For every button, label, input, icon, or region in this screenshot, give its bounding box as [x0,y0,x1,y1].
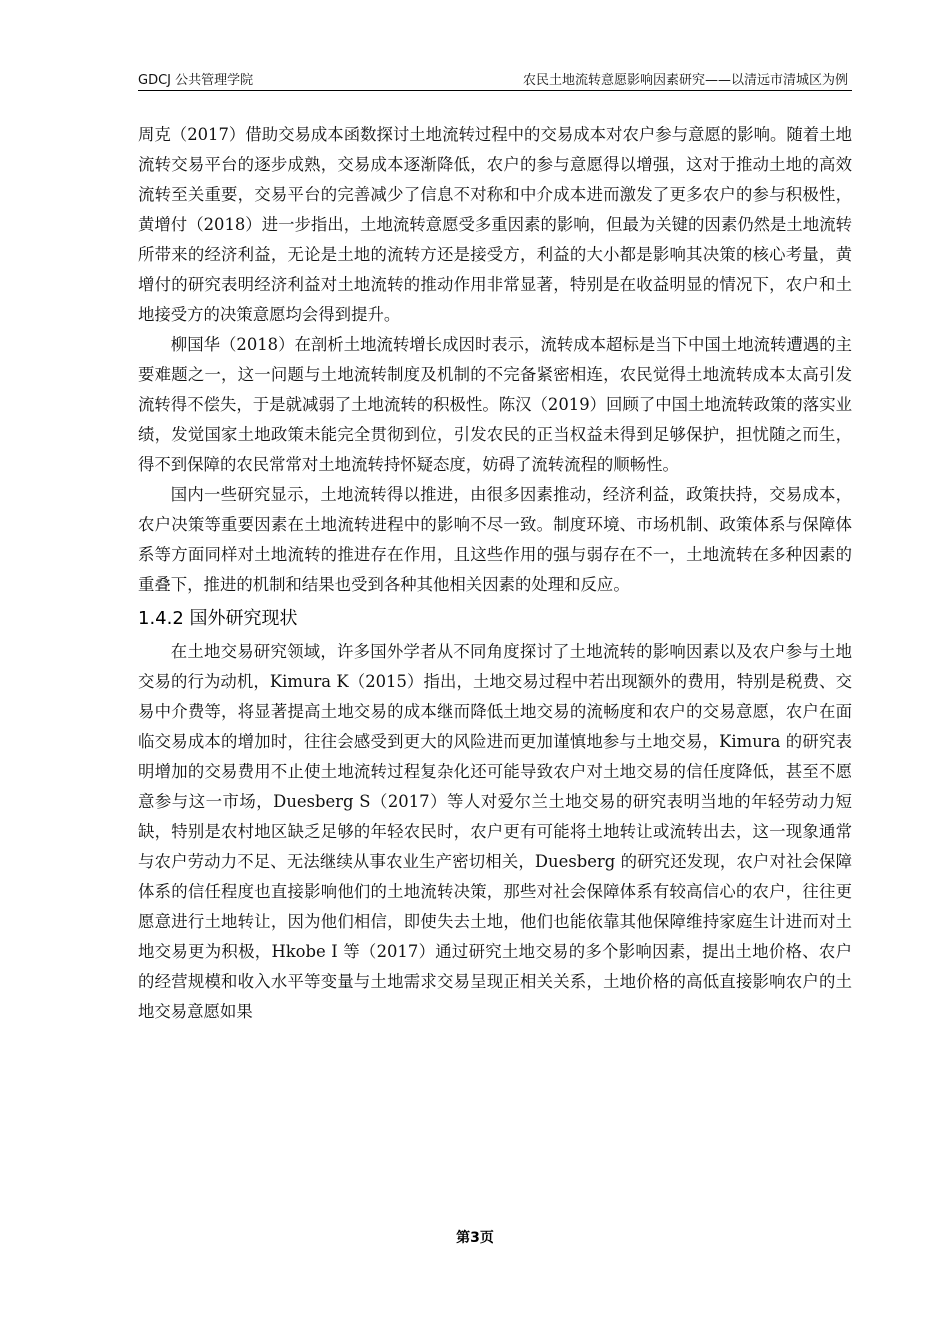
section-paragraph: 在土地交易研究领域，许多国外学者从不同角度探讨了土地流转的影响因素以及农户参与土地交易的行为动机，Kimura K（2015）指出，土地交易过程中若出现额外的费用，特别是税费、交易中介费等，将显著提高土地交易的成本继而降低土地交易的流畅度和农户的交易意愿，农户在面临交易成本的增加时，往往会感受到更大的风险进而更加谨慎地参与土地交易，Kimura 的研究表明增加的交易费用不止使土地流转过程复杂化还可能导致农户对土地交易的信任度降低，甚至不愿意参与这一市场，Duesberg S（2017）等人对爱尔兰土地交易的研究表明当地的年轻劳动力短缺，特别是农村地区缺乏足够的年轻农民时，农户更有可能将土地转让或流转出去，这一现象通常与农户劳动力不足、无法继续从事农业生产密切相关，Duesberg 的研究还发现，农户对社会保障体系的信任程度也直接影响他们的土地流转决策，那些对社会保障体系有较高信心的农户，往往更愿意进行土地转让，因为他们相信，即使失去土地，他们也能依靠其他保障维持家庭生计进而对土地交易更为积极，Hkobe I 等（2017）通过研究土地交易的多个影响因素，提出土地价格、农户的经营规模和收入水平等变量与土地需求交易呈现正相关关系，土地价格的高低直接影响农户的土地交易意愿如果 [138,642,852,1021]
header-school-name: GDCJ 公共管理学院 [138,73,254,88]
page-number: 第3页 [456,1230,494,1246]
body-paragraph-3: 国内一些研究显示，土地流转得以推进，由很多因素推动，经济利益，政策扶持，交易成本，农户决策等重要因素在土地流转进程中的影响不尽一致。制度环境、市场机制、政策体系与保障体系等方面同样对土地流转的推进存在作用，且这些作用的强与弱存在不一，土地流转在多种因素的重叠下，推进的机制和结果也受到各种其他相关因素的处理和反应。 [138,485,852,594]
header-thesis-title: 农民土地流转意愿影响因素研究——以清远市清城区为例 [522,73,848,88]
body-text [138,120,852,1027]
body-paragraph-2: 柳国华（2018）在剖析土地流转增长成因时表示，流转成本超标是当下中国土地流转遭遇的主要难题之一，这一问题与土地流转制度及机制的不完备紧密相连，农民觉得土地流转成本太高引发流转得不偿失，于是就减弱了土地流转的积极性。陈汉（2019）回顾了中国土地流转政策的落实业绩，发觉国家土地政策未能完全贯彻到位，引发农民的正当权益未得到足够保护，担忧随之而生，得不到保障的农民常常对土地流转持怀疑态度，妨碍了流转流程的顺畅性。 [138,335,852,474]
body-paragraph-1: 周克（2017）借助交易成本函数探讨土地流转过程中的交易成本对农户参与意愿的影响。随着土地流转交易平台的逐步成熟，交易成本逐渐降低，农户的参与意愿得以增强，这对于推动土地的高效流转至关重要，交易平台的完善减少了信息不对称和中介成本进而激发了更多农户的参与积极性，黄增付（2018）进一步指出，土地流转意愿受多重因素的影响，但最为关键的因素仍然是土地流转所带来的经济利益，无论是土地的流转方还是接受方，利益的大小都是影响其决策的核心考量，黄增付的研究表明经济利益对土地流转的推动作用非常显著，特别是在收益明显的情况下，农户和土地接受方的决策意愿均会得到提升。 [138,125,852,324]
page-header [138,66,852,91]
section-heading: 1.4.2 国外研究现状 [138,608,298,629]
